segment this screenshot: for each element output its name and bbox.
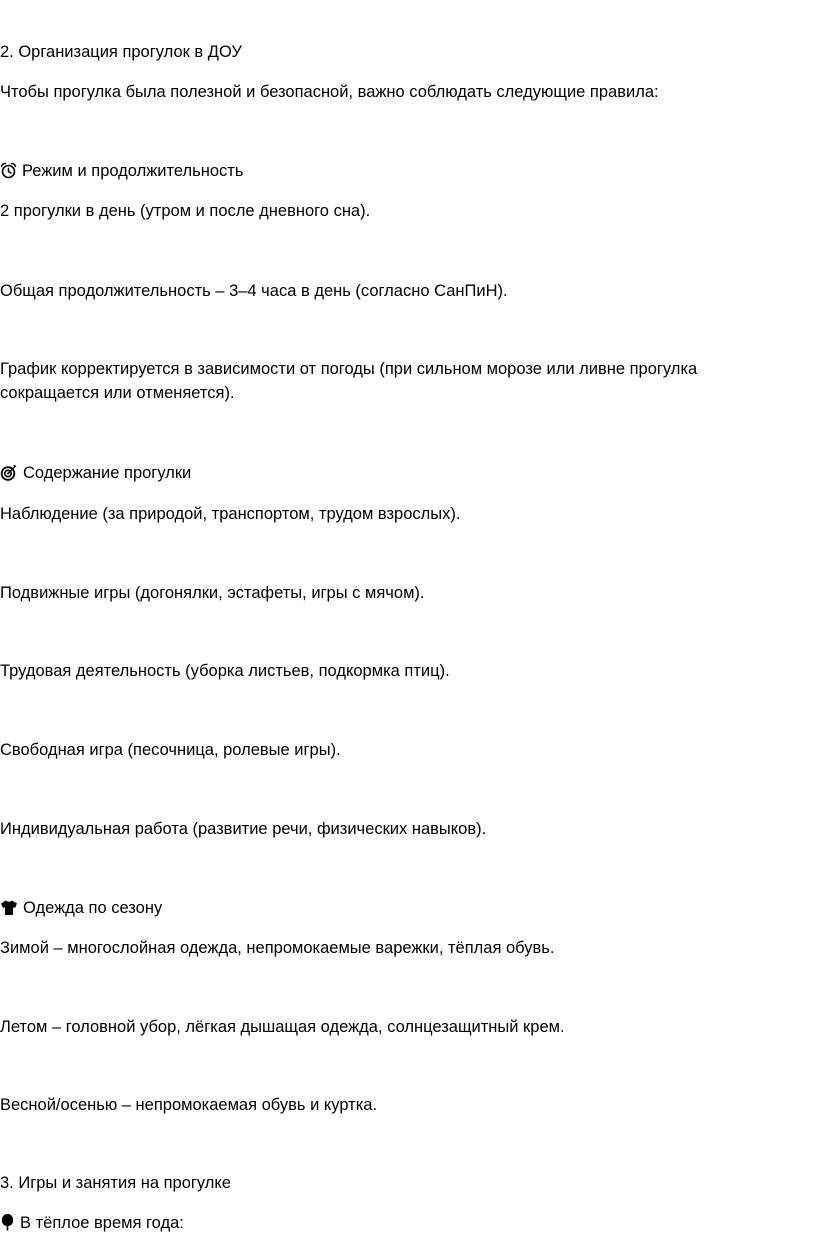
warm-heading bbox=[0, 1211, 810, 1238]
list-item: Подвижные игры (догонялки, эстафеты, игры с мячом). bbox=[0, 584, 425, 602]
list-item: Общая продолжительность – 3–4 часа в день (согласно СанПиН). bbox=[0, 282, 508, 300]
list-item: Свободная игра (песочница, ролевые игры). bbox=[0, 741, 341, 759]
alarm-clock-icon bbox=[0, 162, 17, 186]
content-heading-text: Содержание прогулки bbox=[23, 464, 192, 482]
content-heading bbox=[0, 461, 810, 488]
list-item: Наблюдение (за природой, транспортом, трудом взрослых). bbox=[0, 505, 461, 523]
clothing-heading bbox=[0, 896, 810, 923]
regime-heading-text: Режим и продолжительность bbox=[22, 162, 244, 180]
tshirt-icon bbox=[0, 899, 18, 923]
section-title: 2. Организация прогулок в ДОУ bbox=[0, 43, 242, 61]
list-item: 2 прогулки в день (утром и после дневного сна). bbox=[0, 202, 371, 220]
list-item: Летом – головной убор, лёгкая дышащая одежда, солнцезащитный крем. bbox=[0, 1018, 565, 1036]
target-icon bbox=[0, 464, 18, 488]
regime-heading bbox=[0, 159, 810, 186]
list-item: Трудовая деятельность (уборка листьев, подкормка птиц). bbox=[0, 662, 450, 680]
section-title: 3. Игры и занятия на прогулке bbox=[0, 1174, 231, 1192]
list-item: Весной/осенью – непромокаемая обувь и куртка. bbox=[0, 1096, 378, 1114]
warm-heading-text: В тёплое время года: bbox=[20, 1214, 184, 1232]
list-item: График корректируется в зависимости от погоды (при сильном морозе или ливне прогулка сокращается или отменяется). bbox=[0, 360, 698, 402]
tree-icon bbox=[0, 1213, 15, 1238]
list-item: Индивидуальная работа (развитие речи, физических навыков). bbox=[0, 820, 487, 838]
intro-text: Чтобы прогулка была полезной и безопасной, важно соблюдать следующие правила: bbox=[0, 83, 659, 101]
clothing-heading-text: Одежда по сезону bbox=[23, 899, 163, 917]
list-item: Зимой – многослойная одежда, непромокаемые варежки, тёплая обувь. bbox=[0, 939, 555, 957]
